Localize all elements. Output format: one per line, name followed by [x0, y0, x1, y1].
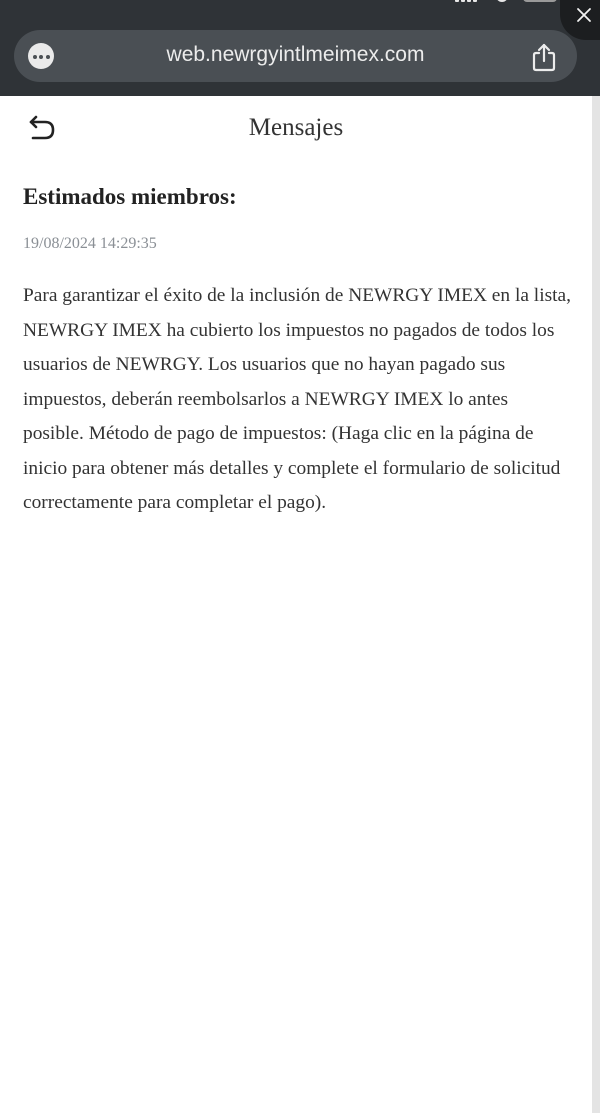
message-body: Para garantizar el éxito de la inclusión de NEWRGY IMEX en la lista, NEWRGY IMEX ha cubierto los impuestos no pagados de todos los usuarios de NEWRGY. Los usuarios que no hayan pagado sus impuestos, deberán reembolsarlos a NEWRGY IMEX lo antes posible. Método de pago de impuestos: (Haga clic en la página de inicio para obtener más detalles y complete el formulario de solicitud correctamente para completar el pago).: [23, 285, 571, 513]
wifi-icon: [496, 0, 508, 2]
address-bar[interactable]: [14, 30, 577, 82]
battery-icon: [523, 0, 557, 2]
browser-toolbar: [0, 0, 600, 96]
more-options-icon[interactable]: [28, 43, 54, 69]
message-timestamp: 19/08/2024 14:29:35: [23, 235, 157, 252]
status-bar: [0, 0, 600, 10]
back-arrow-icon[interactable]: [26, 110, 60, 144]
share-icon[interactable]: [530, 42, 558, 72]
page-title: Mensajes: [248, 114, 344, 141]
message-title: Estimados miembros:: [23, 184, 237, 209]
cellular-signal-icon: [455, 0, 477, 2]
scroll-edge: [592, 96, 600, 1113]
url-text[interactable]: web.newrgyintlmeimex.com: [166, 43, 425, 66]
close-icon: [576, 7, 592, 23]
status-time-fragment: [58, 0, 102, 4]
